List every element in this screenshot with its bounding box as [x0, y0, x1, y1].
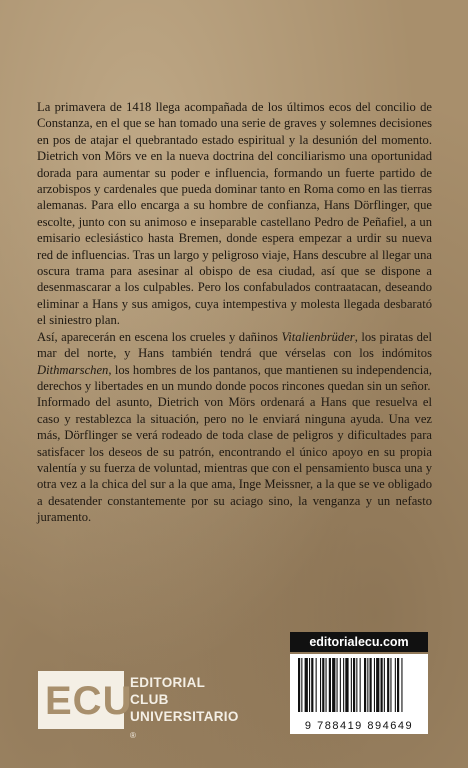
isbn-barcode [290, 654, 428, 734]
barcode-bar [320, 658, 321, 712]
barcode-bar [351, 658, 352, 712]
barcode-bar [309, 658, 310, 712]
barcode-bar [326, 658, 327, 712]
text-segment: , los piratas del mar del norte, y Hans también tendrá que vérselas con los indómitos [37, 329, 433, 361]
barcode-bar [360, 658, 361, 712]
barcode-bar [311, 658, 313, 712]
logo-letters: ECU [45, 679, 133, 723]
barcode-bar [343, 658, 344, 712]
barcode-bar [370, 658, 372, 712]
publisher-logo [38, 671, 248, 740]
barcode-bar [381, 658, 383, 712]
text-segment: , los hombres de los pantanos, que mantienen su independencia, derechos y libertades en un mundo donde pocos rincones quedan sin un señor. [37, 362, 432, 393]
ecu-logo-mark [38, 671, 133, 729]
isbn-number: 9 788419 894649 [304, 720, 414, 732]
synopsis-paragraph-2 [37, 329, 432, 395]
barcode-bar [390, 658, 391, 712]
barcode-bar [376, 658, 379, 712]
publisher-name [130, 674, 248, 744]
barcode-bar [397, 658, 399, 712]
barcode-bar [364, 658, 366, 712]
barcode-block [290, 632, 428, 734]
publisher-url: editorialecu.com [290, 632, 428, 652]
registered-mark: ® [130, 731, 137, 740]
publisher-line-3 [130, 708, 248, 744]
barcode-bar [401, 658, 402, 712]
barcode-bar [332, 658, 335, 712]
barcode-bar [387, 658, 389, 712]
barcode-bar [337, 658, 338, 712]
barcode-bar [374, 658, 375, 712]
barcode-bar [329, 658, 331, 712]
barcode-bar [367, 658, 368, 712]
barcode-bar [345, 658, 348, 712]
publisher-line-2: CLUB [130, 692, 169, 707]
barcode-bar [301, 658, 302, 712]
barcode-bar [395, 658, 396, 712]
barcode-bar [316, 658, 317, 712]
italic-term-vitalienbruder: Vitalienbrüder [281, 329, 355, 344]
synopsis-text [37, 99, 432, 526]
synopsis-paragraph-3: Informado del asunto, Dietrich von Mörs ordenará a Hans que resuelva el caso y restablezca la situación, pero no le enviará ninguna ayuda. Una vez más, Dörflinger se verá rodeado de toda clase de peligros y dificultades para satisfacer los deseos de su patrón, encontrando el único apoyo en su propia valentía y su fuerza de voluntad, mientras que con el pensamiento busca una y otra vez a la chica del sur a la que ama, Inge Meissner, a la que se ve obligado a desatender constantemente por su aciago sino, la venganza y un nefasto juramento. [37, 395, 432, 525]
barcode-bar [356, 658, 357, 712]
barcode-bar [298, 658, 300, 712]
publisher-line-1: EDITORIAL [130, 675, 206, 690]
italic-term-dithmarschen: Dithmarschen [37, 362, 109, 377]
barcode-bar [305, 658, 308, 712]
barcode-bar [340, 658, 341, 712]
barcode-bars [296, 658, 422, 712]
barcode-bar [322, 658, 324, 712]
barcode-bar [384, 658, 385, 712]
text-segment: Así, aparecerán en escena los crueles y dañinos [37, 329, 282, 344]
barcode-bar [353, 658, 355, 712]
synopsis-paragraph-1: La primavera de 1418 llega acompañada de los últimos ecos del concilio de Constanza, en el que se han tomado una serie de graves y solemnes decisiones en pos de atajar el quebrantado estado espiritual y la desunión del momento. Dietrich von Mörs ve en la nueva doctrina del conciliarismo una oportunidad dorada para aumentar su poder e influencia, formando un fuerte partido de arzobispos y cardenales que pueda dominar tanto en Roma como en las tierras alemanas. Para ello encarga a su hombre de confianza, Hans Dörflinger, que escolte, junto con su animoso e inseparable castellano Pedro de Peñafiel, a un emisario eclesiástico hasta Bremen, donde espera empezar a urdir su nueva red de influencias. Tras un largo y peligroso viaje, Hans descubre al llegar una oscura trama para asesinar al obispo de esa ciudad, así que se dispone a desenmascarar a los culpables. Pero los confabulados contraatacan, deseando eliminar a Hans y sus amigos, cuya intempestiva y molesta llegada desbarató el siniestro plan. [37, 100, 432, 328]
publisher-line-3-text: UNIVERSITARIO [130, 709, 239, 724]
